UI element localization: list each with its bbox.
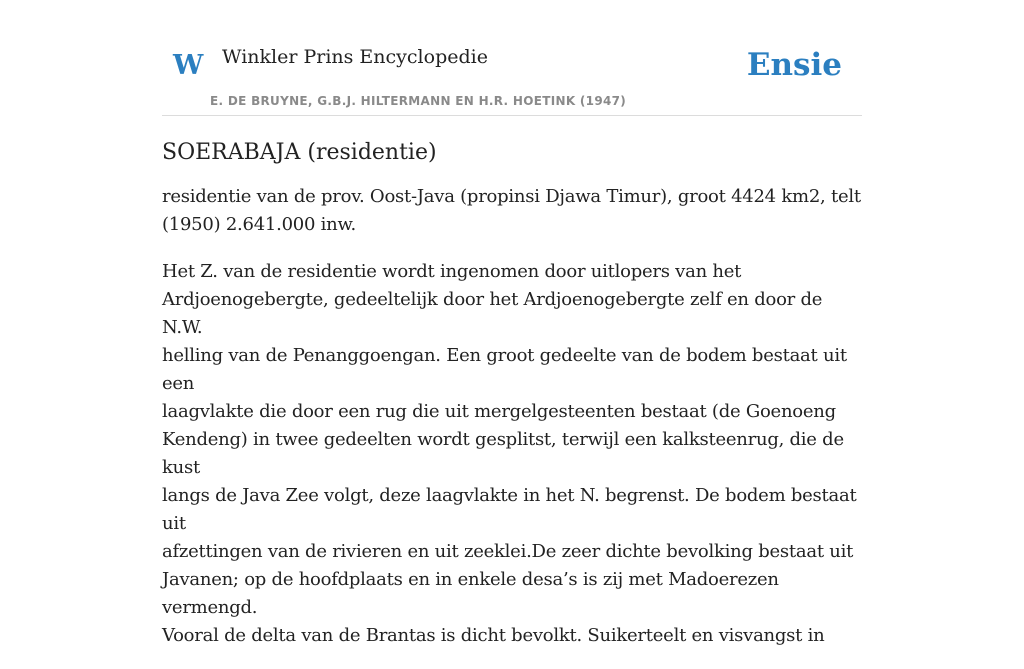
source-authors: E. DE BRUYNE, G.B.J. HILTERMANN EN H.R. HOETINK (1947)	[210, 94, 627, 108]
header	[162, 0, 862, 116]
article-title: SOERABAJA (residentie)	[162, 140, 437, 165]
source-title[interactable]: Winkler Prins Encyclopedie	[222, 46, 488, 68]
article	[162, 130, 862, 669]
article-paragraph: residentie van de prov. Oost-Java (propinsi Djawa Timur), groot 4424 km2, telt (1950) 2.641.000 inw.	[162, 186, 861, 235]
article-paragraph: Het Z. van de residentie wordt ingenomen door uitlopers van het Ardjoenogebergte, gedeeltelijk door het Ardjoenogebergte zelf en door de N.W. helling van de Penanggoengan. Een groot gedeelte van de bodem bestaat uit een laagvlakte die door een rug die uit mergelgesteenten bestaat (de Goenoeng Kendeng) in twee gedeelten wordt gesplitst, terwijl een kalksteenrug, die de kust langs de Java Zee volgt, deze laagvlakte in het N. begrenst. De bodem bestaat uit afzettingen van de rivieren en uit zeeklei.De zeer dichte bevolking bestaat uit Javanen; op de hoofdplaats en in enkele desa’s is zij met Madoerezen vermengd. Vooral de delta van de Brantas is dicht bevolkt. Suikerteelt en visvangst in	[162, 261, 857, 646]
brand-logo[interactable]: Ensie	[746, 47, 842, 83]
source-logo[interactable]: W	[173, 50, 204, 81]
